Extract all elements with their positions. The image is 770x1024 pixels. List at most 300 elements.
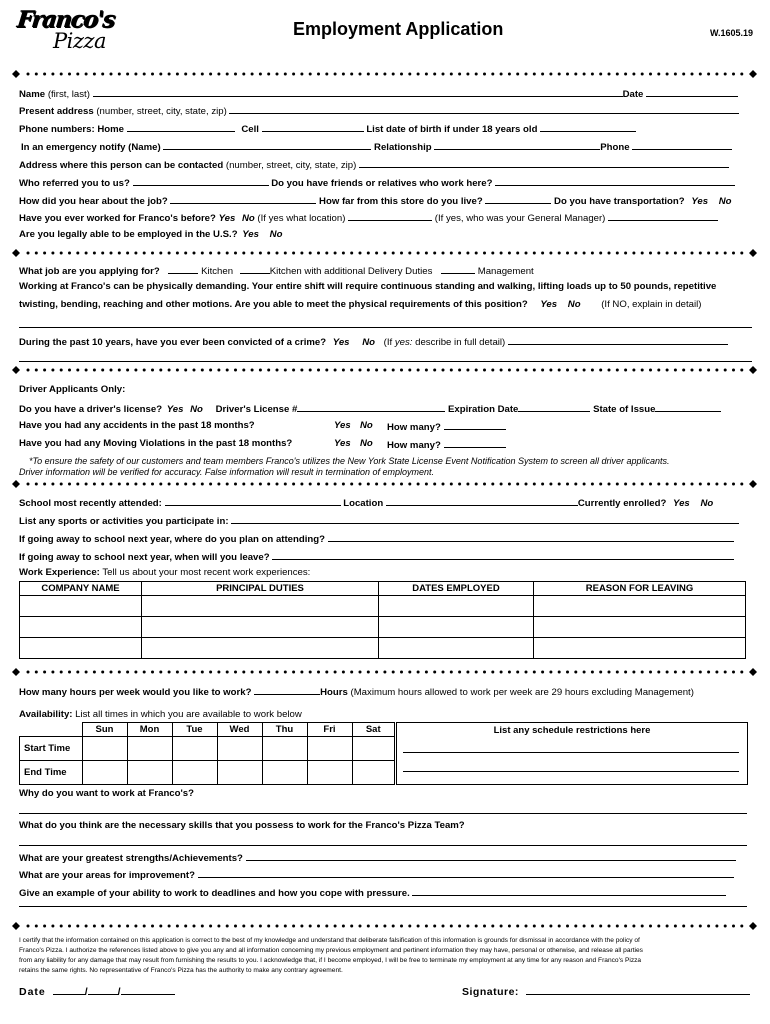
divider-dot [483,73,486,76]
divider-dot [60,925,63,928]
divider-dot [300,73,303,76]
divider-dot [491,483,494,486]
divider-dot [101,369,104,372]
divider-dot [400,925,403,928]
divider-dot [674,483,677,486]
divider-dot [500,483,503,486]
work-exp-hint: Tell us about your most recent work experiences: [102,567,311,578]
emergency-row [19,140,751,154]
table-cell[interactable] [379,617,534,638]
divider-dot [707,369,710,372]
home-phone-field[interactable] [127,122,235,132]
divider-dot [691,252,694,255]
divider-dot [516,925,519,928]
divider-dot [201,369,204,372]
table-cell[interactable] [379,638,534,659]
divider-dot [674,252,677,255]
worked-before-no[interactable]: No [241,213,255,224]
kitchen-option: Kitchen [201,266,234,277]
divider-dot [93,73,96,76]
divider-dot [583,73,586,76]
table-cell[interactable] [82,761,127,785]
divider-dot [583,252,586,255]
divider-dot [226,925,229,928]
crime-label: During the past 10 years, have you ever been convicted of a crime? [19,337,327,348]
divider-dot [483,671,486,674]
divider-dot [176,369,179,372]
license-no[interactable]: No [190,404,203,415]
divider-dot [359,369,362,372]
divider-dot [558,369,561,372]
divider-dot [408,73,411,76]
location-field[interactable] [386,496,578,506]
divider-dot [699,252,702,255]
divider-dot [276,252,279,255]
divider-dot [267,925,270,928]
delivery-field[interactable] [240,264,270,274]
table-cell[interactable] [142,638,379,659]
state-field[interactable] [655,402,721,412]
legal-yes[interactable]: Yes [242,229,259,240]
table-cell[interactable] [172,737,217,761]
day-mon: Mon [127,723,172,737]
divider-dot [325,671,328,674]
divider-dot [516,73,519,76]
divider-diamond [12,668,20,676]
physical-yes[interactable]: Yes [540,299,558,310]
divider-dot [425,483,428,486]
enrolled-yes[interactable]: Yes [673,498,690,509]
divider-diamond [12,480,20,488]
divider-dot [35,671,38,674]
name-field[interactable] [93,87,623,97]
divider-dot [276,73,279,76]
divider-dot [641,925,644,928]
table-cell[interactable] [307,761,352,785]
divider-dot [417,252,420,255]
deadlines-answer-line[interactable] [19,906,747,907]
manager-hint: (If yes, who was your General Manager) [434,213,606,224]
divider-dot [300,483,303,486]
worked-location-field[interactable] [348,211,432,221]
skills-answer-line[interactable] [19,845,747,846]
license-row [19,402,751,416]
divider-dot [193,925,196,928]
expiration-field[interactable] [518,402,590,412]
physical-no[interactable]: No [567,299,581,310]
divider-dot [143,369,146,372]
divider-2 [12,249,757,257]
divider-dot [217,925,220,928]
divider-dot [425,925,428,928]
sports-field[interactable] [231,514,739,524]
transport-yes[interactable]: Yes [691,196,709,207]
divider-dot [110,73,113,76]
divider-dot [466,369,469,372]
divider-dot [151,925,154,928]
divider-dot [193,73,196,76]
divider-dot [184,369,187,372]
crime-hint [384,337,506,348]
footer-date-day[interactable] [88,985,118,995]
table-cell[interactable] [352,761,395,785]
divider-dot [450,73,453,76]
crime-row [19,335,751,349]
footer-date-row: Date / / [19,985,175,998]
why-answer-line[interactable] [19,813,747,814]
divider-dot [392,671,395,674]
divider-dot [276,369,279,372]
accidents-how-many-label: How many? [387,422,441,433]
referred-field[interactable] [133,176,269,186]
crime-hint-pre: (If [383,337,395,348]
divider-dot [342,925,345,928]
license-number-field[interactable] [297,402,445,412]
violations-question: Have you had any Moving Violations in the past 18 months? [19,438,293,449]
cell-phone-field[interactable] [262,122,364,132]
divider-dot [516,252,519,255]
divider-dot [193,671,196,674]
divider-dot [126,73,129,76]
divider-dot [101,483,104,486]
accidents-no[interactable]: No [360,420,373,431]
divider-dot [732,925,735,928]
divider-dot [292,252,295,255]
state-label: State of Issue [593,404,656,415]
divider-dot [242,483,245,486]
table-cell[interactable] [217,737,262,761]
accidents-how-many [387,420,506,434]
manager-field[interactable] [608,211,718,221]
divider-dot [134,73,137,76]
divider-dot [251,671,254,674]
table-cell[interactable] [127,737,172,761]
leave-field[interactable] [272,550,734,560]
divider-dot [558,73,561,76]
table-cell[interactable] [307,737,352,761]
footer-date-year[interactable] [121,985,175,995]
divider-dot [740,73,743,76]
table-cell[interactable] [534,617,746,638]
divider-dot [466,671,469,674]
divider-dot [126,369,129,372]
emergency-phone-field[interactable] [632,140,732,150]
violations-count-field[interactable] [444,438,506,448]
friends-field[interactable] [495,176,735,186]
table-cell[interactable] [20,617,142,638]
divider-dot [176,252,179,255]
applying-row [19,264,751,278]
divider-dot [76,483,79,486]
divider-dot [649,671,652,674]
divider-dot [51,369,54,372]
divider-dot [118,925,121,928]
referred-label: Who referred you to us? [19,178,130,189]
divider-dot [475,483,478,486]
divider-dot [616,671,619,674]
table-cell[interactable] [82,737,127,761]
table-cell[interactable] [127,761,172,785]
divider-dot [234,671,237,674]
divider-dot [151,73,154,76]
table-cell[interactable] [352,737,395,761]
divider-dot [724,252,727,255]
plan-field[interactable] [328,532,734,542]
divider-dot [184,925,187,928]
violations-no[interactable]: No [360,438,373,449]
divider-dot [383,369,386,372]
divider-dot [591,483,594,486]
table-cell[interactable] [379,596,534,617]
legal-label: Are you legally able to be employed in the U.S.? [19,229,238,240]
divider-dot [201,671,204,674]
divider-dot [217,73,220,76]
divider-dot [234,483,237,486]
divider-diamond [749,480,757,488]
hours-field[interactable] [254,685,320,695]
divider-dot [276,483,279,486]
divider-dot [740,925,743,928]
divider-diamond [12,70,20,78]
divider-dot [68,252,71,255]
divider-dot [209,483,212,486]
divider-diamond [749,668,757,676]
divider-dot [383,252,386,255]
divider-dot [740,483,743,486]
table-cell[interactable] [262,737,307,761]
divider-dot [143,925,146,928]
divider-dot [715,671,718,674]
divider-dot [724,483,727,486]
crime-yes[interactable]: Yes [332,337,350,348]
divider-dot [500,925,503,928]
school-field[interactable] [165,496,341,506]
distance-field[interactable] [485,194,551,204]
divider-dot [118,369,121,372]
divider-diamond [12,922,20,930]
divider-dot [217,252,220,255]
divider-dot [60,483,63,486]
divider-dot [27,73,30,76]
divider-dot [309,252,312,255]
legal-no[interactable]: No [269,229,283,240]
divider-dot [209,925,212,928]
divider-dot [666,925,669,928]
enrolled-no[interactable]: No [700,498,714,509]
date-field[interactable] [646,87,738,97]
divider-dot [35,252,38,255]
divider-dot [549,925,552,928]
logo-top-text: Franco's [15,6,116,33]
certification-text [19,936,643,976]
contact-address-field[interactable] [359,158,729,168]
divider-dot [342,252,345,255]
table-cell[interactable] [534,638,746,659]
divider-dot [93,369,96,372]
divider-dot [574,483,577,486]
divider-dot [168,73,171,76]
divider-dot [425,252,428,255]
divider-dot [574,671,577,674]
management-option: Management [477,266,534,277]
signature-field[interactable] [526,985,750,995]
deadlines-field[interactable] [412,886,726,896]
divider-dot [433,369,436,372]
improvement-field[interactable] [198,868,734,878]
divider-dot [392,369,395,372]
table-cell[interactable] [262,761,307,785]
divider-dot [632,369,635,372]
school-label: School most recently attended: [19,498,162,509]
divider-dot [226,369,229,372]
divider-dot [624,925,627,928]
footer-date-month[interactable] [53,985,85,995]
divider-dot [400,73,403,76]
license-yes[interactable]: Yes [166,404,184,415]
divider-dot [68,483,71,486]
license-number-label: Driver's License # [215,404,298,415]
divider-dot [425,73,428,76]
deadlines-row [19,886,751,900]
divider-dot [583,925,586,928]
divider-dot [242,925,245,928]
divider-dot [732,483,735,486]
divider-dot [682,925,685,928]
divider-dot [76,252,79,255]
divider-dot [35,73,38,76]
table-cell[interactable] [534,596,746,617]
divider-dot [533,671,536,674]
divider-dot [242,369,245,372]
divider-dot [475,925,478,928]
crime-hint-post: describe in full detail) [412,337,506,348]
divider-dot [76,369,79,372]
table-cell[interactable] [20,638,142,659]
address-field[interactable] [229,104,739,114]
divider-dot [284,671,287,674]
physical-explain-line[interactable] [19,327,752,328]
divider-dot [583,369,586,372]
divider-dot [583,483,586,486]
divider-dot [674,73,677,76]
divider-dot [76,925,79,928]
divider-dot [699,671,702,674]
divider-dot [616,925,619,928]
friends-label: Do you have friends or relatives who work here? [271,178,493,189]
divider-dot [251,73,254,76]
divider-dot [599,73,602,76]
divider-dot [657,369,660,372]
divider-dot [674,925,677,928]
restrictions-line-2[interactable] [403,771,739,772]
divider-dot [732,252,735,255]
kitchen-field[interactable] [168,264,198,274]
divider-dot [292,671,295,674]
table-cell[interactable] [217,761,262,785]
divider-dot [151,483,154,486]
divider-dot [176,483,179,486]
divider-dot [359,73,362,76]
emergency-field[interactable] [163,140,371,150]
divider-dot [624,483,627,486]
accidents-count-field[interactable] [444,420,506,430]
divider-dot [641,671,644,674]
table-cell[interactable] [142,617,379,638]
divider-dot [699,73,702,76]
availability-table [19,722,395,785]
divider-dot [209,369,212,372]
divider-dot [458,483,461,486]
divider-dot [325,483,328,486]
divider-dot [475,252,478,255]
divider-dot [93,252,96,255]
table-cell[interactable] [20,596,142,617]
divider-dot [134,252,137,255]
divider-dot [608,925,611,928]
divider-dot [68,671,71,674]
reason-for-leaving-header: REASON FOR LEAVING [534,582,746,596]
restrictions-line-1[interactable] [403,752,739,753]
divider-dot [101,73,104,76]
divider-dot [226,73,229,76]
hours-label: Hours [320,687,348,698]
hours-question: How many hours per week would you like to work? [19,687,252,698]
divider-dot [591,252,594,255]
crime-no[interactable]: No [362,337,375,348]
management-field[interactable] [441,264,475,274]
table-cell[interactable] [142,596,379,617]
divider-dot [740,252,743,255]
strengths-field[interactable] [246,851,736,861]
divider-dot [533,925,536,928]
divider-dot [101,252,104,255]
divider-dot [43,483,46,486]
table-cell[interactable] [172,761,217,785]
divider-dot [707,671,710,674]
divider-diamond [749,922,757,930]
divider-dot [574,925,577,928]
divider-dot [367,483,370,486]
divider-dot [383,73,386,76]
violations-yes[interactable]: Yes [334,438,351,449]
relationship-field[interactable] [434,140,600,150]
distance-label: How far from this store do you live? [319,196,483,207]
dob-field[interactable] [540,122,636,132]
hear-field[interactable] [170,194,316,204]
divider-dot [408,671,411,674]
divider-dot [433,483,436,486]
divider-dot [110,483,113,486]
divider-dot [599,671,602,674]
dob-label: List date of birth if under 18 years old [366,124,538,135]
divider-dot [392,73,395,76]
certification-line-1: I certify that the information contained on this application is correct to the best of my knowledge and understand that deliberate falsification of this information is grounds for dismissal in accordance with the policy of [19,937,640,944]
end-time-label: End Time [20,761,83,785]
transport-no[interactable]: No [718,196,732,207]
divider-dot [715,369,718,372]
crime-detail-line[interactable] [19,361,752,362]
referred-row [19,176,751,190]
certification-line-4: retains the same rights. No representative of Franco's Pizza has the authority to make any contrary agreement. [19,967,343,974]
divider-dot [134,925,137,928]
divider-dot [251,483,254,486]
availability-label: Availability: [19,709,73,720]
crime-field[interactable] [508,335,728,345]
divider-dot [259,73,262,76]
accidents-yes[interactable]: Yes [334,420,351,431]
divider-dot [549,671,552,674]
worked-before-yes[interactable]: Yes [218,213,236,224]
